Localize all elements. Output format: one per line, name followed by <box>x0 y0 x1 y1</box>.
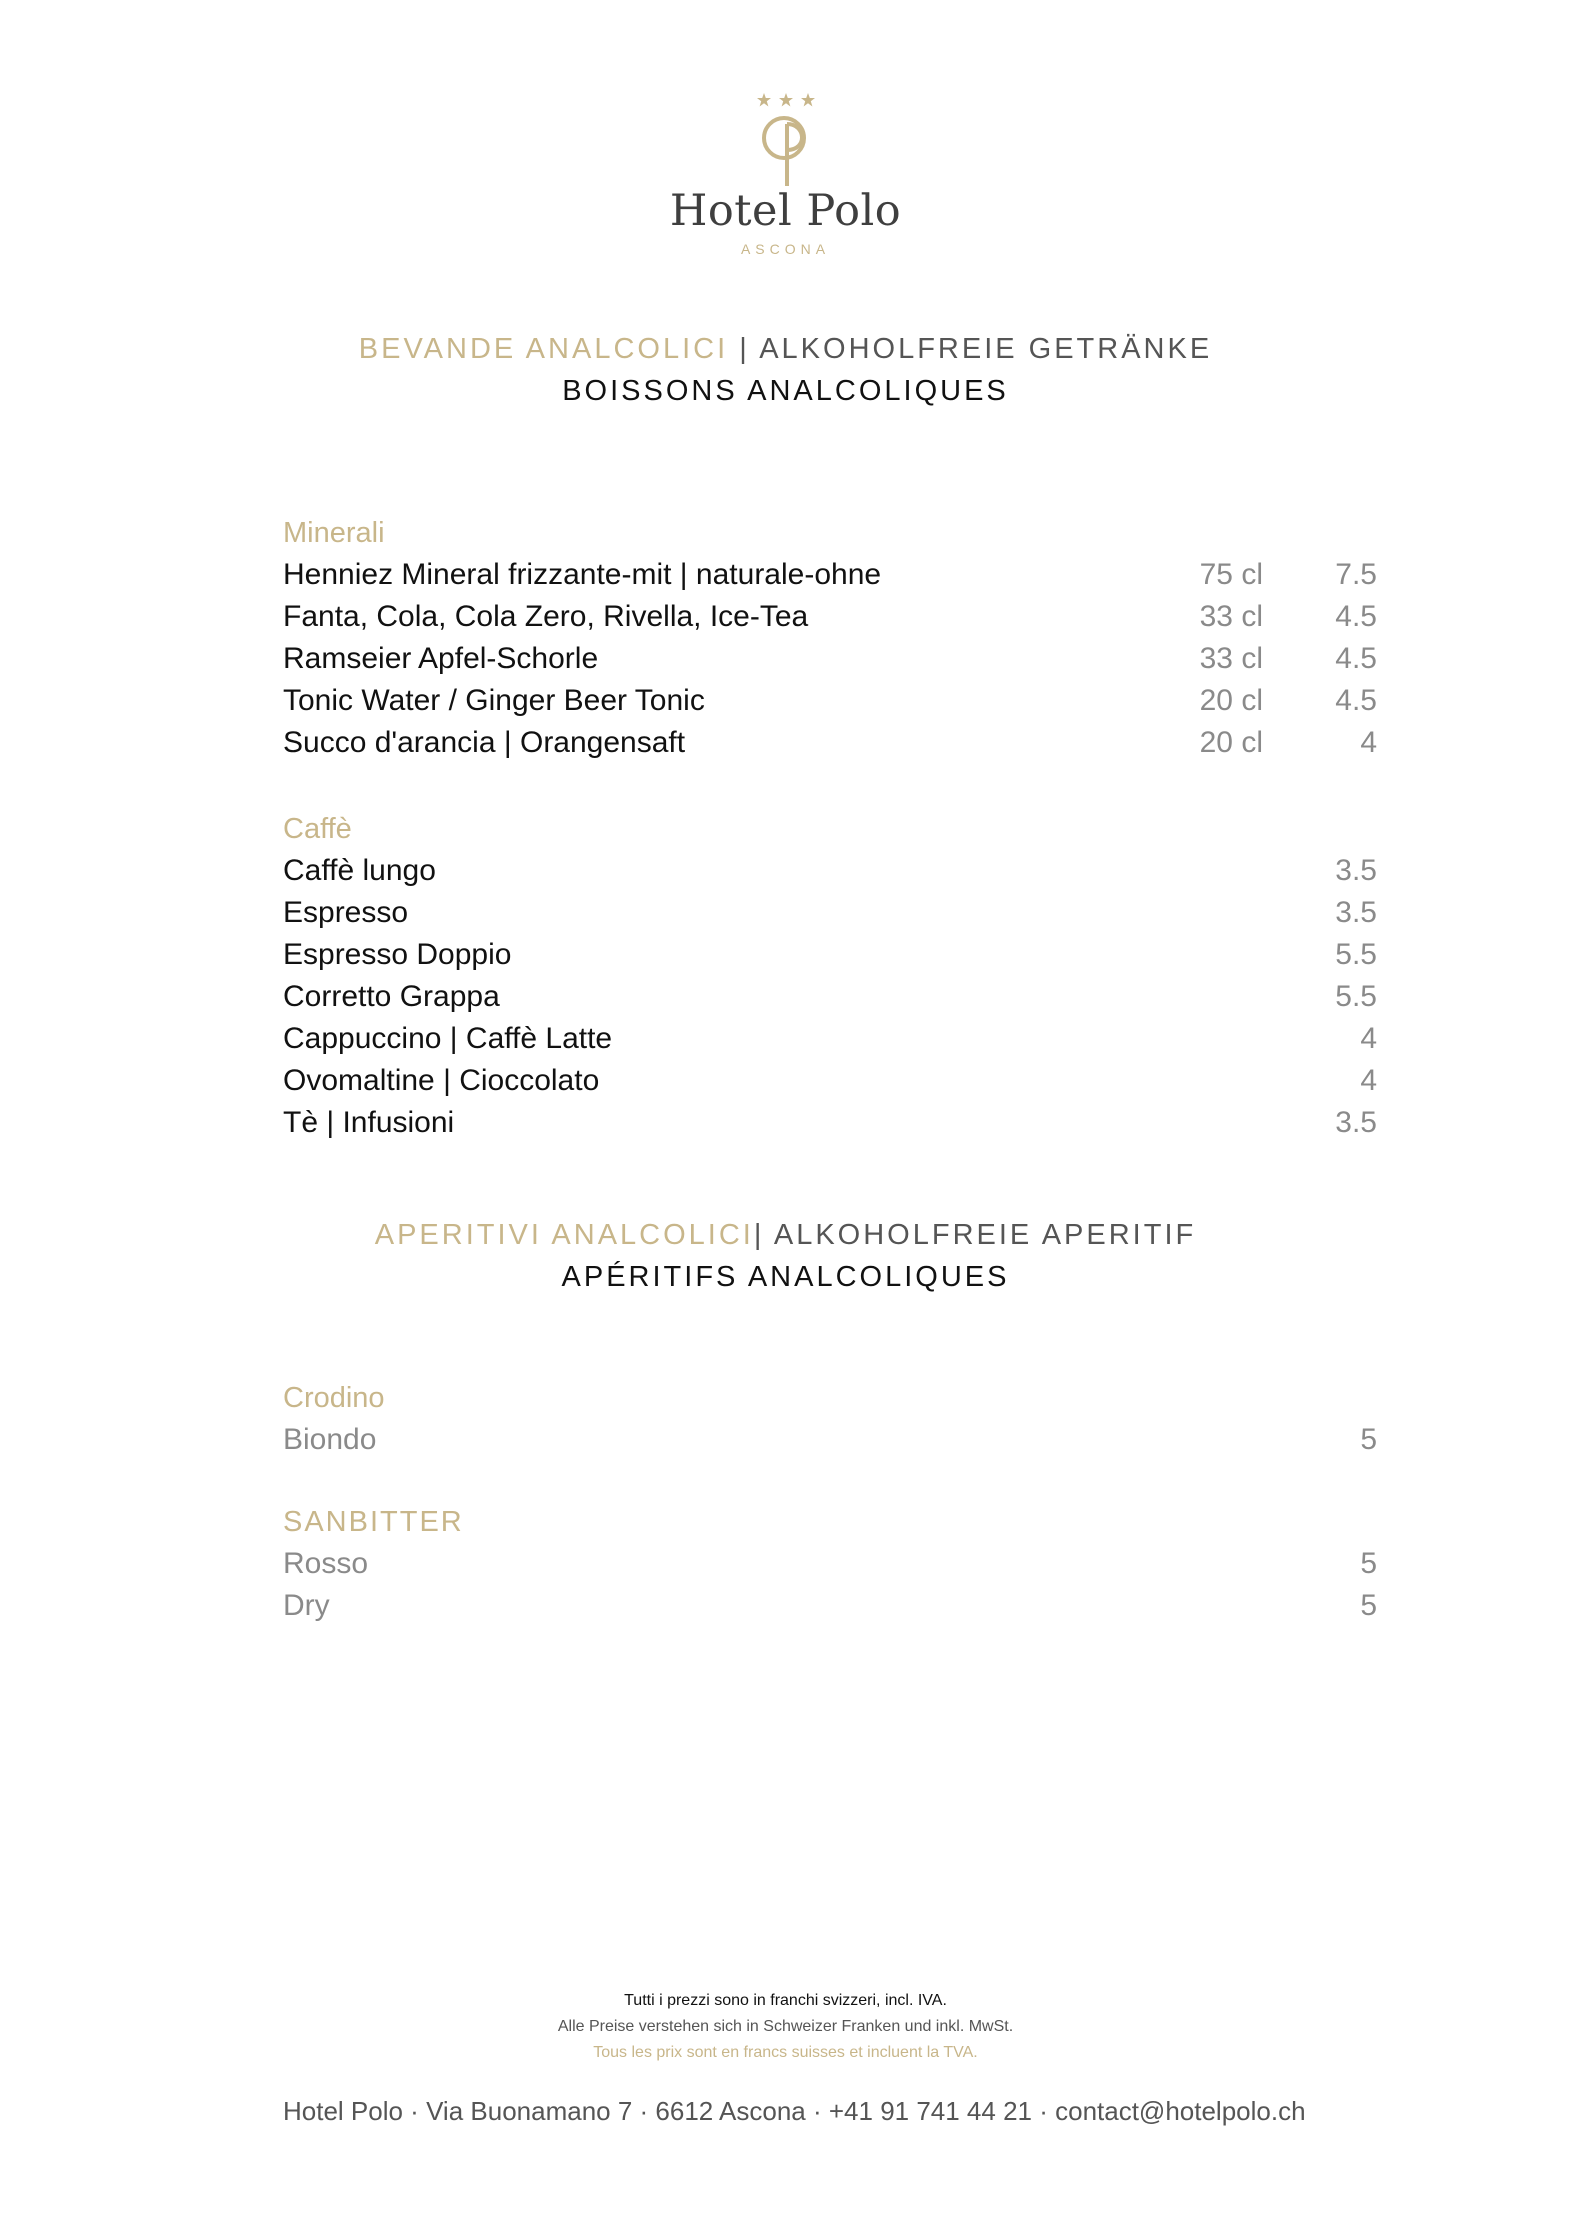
item-name: Corretto Grappa <box>283 980 500 1013</box>
section-title-it: APERITIVI ANALCOLICI <box>374 1219 754 1251</box>
list-item <box>283 1102 1377 1144</box>
item-volume: 33 cl <box>1199 642 1263 675</box>
category-title: Minerali <box>283 517 385 549</box>
item-price: 5.5 <box>1335 980 1377 1013</box>
item-name: Ramseier Apfel-Schorle <box>283 642 599 675</box>
category-minerali <box>283 512 1377 764</box>
item-name: Henniez Mineral frizzante-mit | naturale-ohne <box>283 558 882 591</box>
category-sanbitter <box>283 1501 1377 1627</box>
item-price: 5.5 <box>1335 938 1377 971</box>
brand-location: ASCONA <box>740 241 831 257</box>
section-title-de: ALKOHOLFREIE APERITIF <box>773 1219 1197 1251</box>
item-volume: 33 cl <box>1199 600 1263 633</box>
list-item <box>283 1018 1377 1060</box>
category-caffe <box>283 808 1377 1144</box>
price-note-it: Tutti i prezzi sono in franchi svizzeri, incl. IVA. <box>624 1992 947 2009</box>
list-item <box>283 892 1377 934</box>
list-item <box>283 722 1377 764</box>
section-separator: | <box>728 333 760 365</box>
item-price: 4.5 <box>1335 642 1377 675</box>
item-name: Espresso Doppio <box>283 938 512 971</box>
item-price: 5 <box>1360 1423 1377 1456</box>
section-title-fr: APÉRITIFS ANALCOLIQUES <box>561 1261 1010 1293</box>
category-crodino <box>283 1377 1377 1461</box>
list-item <box>283 934 1377 976</box>
item-price: 4 <box>1360 1064 1377 1097</box>
item-volume: 75 cl <box>1199 558 1263 591</box>
section-title-de: ALKOHOLFREIE GETRÄNKE <box>759 333 1213 365</box>
item-price: 3.5 <box>1335 1106 1377 1139</box>
section-separator: | <box>753 1219 774 1251</box>
price-notes <box>0 1988 1571 2066</box>
item-name: Succo d'arancia | Orangensaft <box>283 726 686 759</box>
item-price: 4 <box>1360 1022 1377 1055</box>
list-item <box>283 638 1377 680</box>
item-name: Biondo <box>283 1423 377 1456</box>
item-name: Dry <box>283 1589 330 1622</box>
category-title: Caffè <box>283 813 352 845</box>
hotel-logo <box>0 92 1571 257</box>
list-item <box>283 680 1377 722</box>
section-header-beverages <box>0 328 1571 412</box>
monogram-icon <box>754 112 818 188</box>
list-item <box>283 976 1377 1018</box>
list-item <box>283 1585 1377 1627</box>
item-price: 5 <box>1360 1589 1377 1622</box>
item-name: Cappuccino | Caffè Latte <box>283 1022 613 1055</box>
item-name: Tonic Water / Ginger Beer Tonic <box>283 684 705 717</box>
contact-line: Hotel Polo · Via Buonamano 7 · 6612 Ascona · +41 91 741 44 21 · contact@hotelpolo.ch <box>283 2096 1306 2126</box>
item-name: Ovomaltine | Cioccolato <box>283 1064 600 1097</box>
category-title: Crodino <box>283 1382 385 1414</box>
item-price: 3.5 <box>1335 896 1377 929</box>
list-item <box>283 596 1377 638</box>
item-name: Rosso <box>283 1547 369 1580</box>
item-name: Fanta, Cola, Cola Zero, Rivella, Ice-Tea <box>283 600 809 633</box>
item-price: 4.5 <box>1335 600 1377 633</box>
brand-name: Hotel Polo <box>669 186 902 236</box>
category-title: SANBITTER <box>283 1506 464 1538</box>
item-name: Tè | Infusioni <box>283 1106 455 1139</box>
section-title-it: BEVANDE ANALCOLICI <box>358 333 729 365</box>
item-price: 5 <box>1360 1547 1377 1580</box>
item-name: Espresso <box>283 896 409 929</box>
item-price: 7.5 <box>1335 558 1377 591</box>
item-name: Caffè lungo <box>283 854 436 887</box>
price-note-fr: Tous les prix sont en francs suisses et incluent la TVA. <box>593 2044 978 2061</box>
item-price: 4 <box>1360 726 1377 759</box>
stars-icon <box>756 92 816 108</box>
item-volume: 20 cl <box>1199 684 1263 717</box>
section-title-fr: BOISSONS ANALCOLIQUES <box>562 375 1009 407</box>
list-item <box>283 1543 1377 1585</box>
item-volume: 20 cl <box>1199 726 1263 759</box>
price-note-de: Alle Preise verstehen sich in Schweizer Franken und inkl. MwSt. <box>557 2018 1014 2035</box>
list-item <box>283 554 1377 596</box>
list-item <box>283 1060 1377 1102</box>
item-price: 3.5 <box>1335 854 1377 887</box>
section-header-aperitifs <box>0 1214 1571 1298</box>
list-item <box>283 850 1377 892</box>
list-item <box>283 1419 1377 1461</box>
item-price: 4.5 <box>1335 684 1377 717</box>
